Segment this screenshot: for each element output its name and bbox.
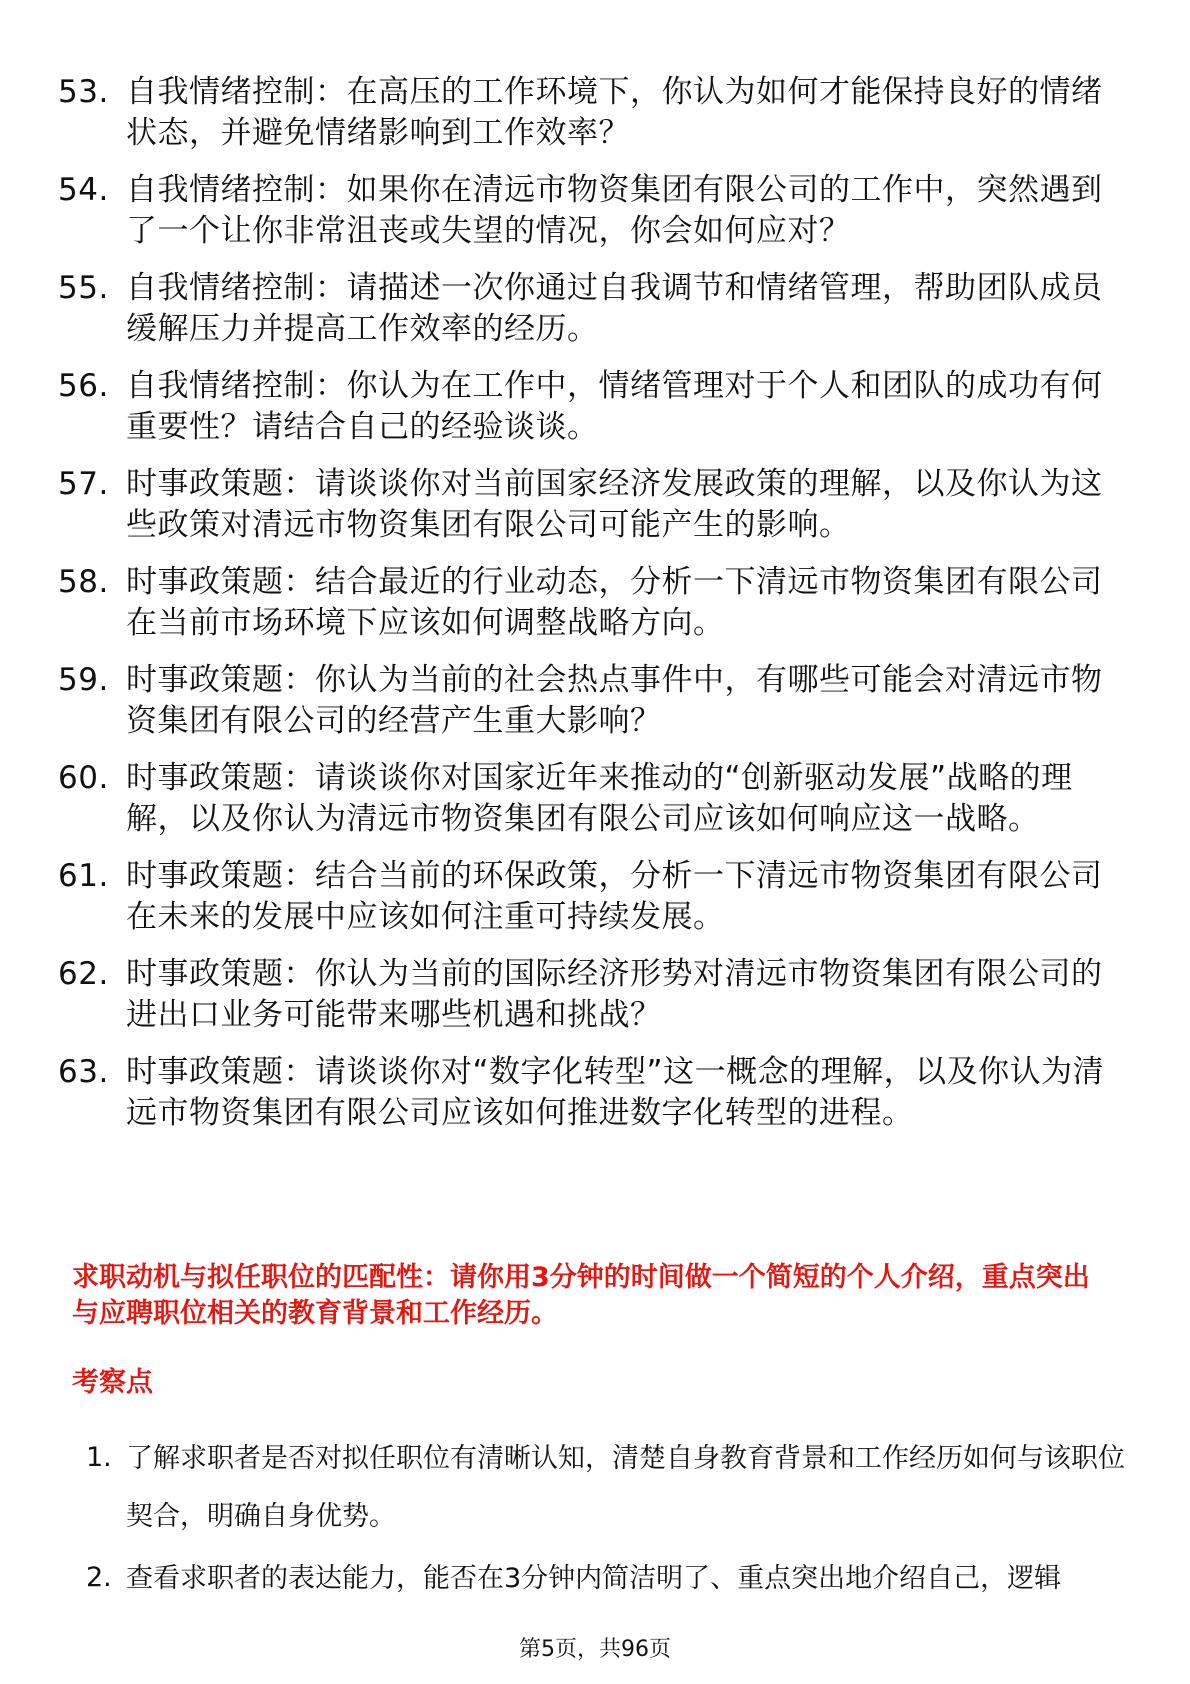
question-text: 时事政策题：请谈谈你对“数字化转型”这一概念的理解，以及你认为清远市物资集团有限公司应该如何推进数字化转型的进程。 (126, 1054, 1105, 1131)
list-item (58, 758, 1118, 840)
list-item (58, 1052, 1118, 1134)
question-number: 56. (58, 368, 109, 404)
question-text: 自我情绪控制：你认为在工作中，情绪管理对于个人和团队的成功有何重要性？请结合自己的经验谈谈。 (126, 368, 1103, 445)
list-item (58, 170, 1118, 252)
question-number: 57. (58, 466, 109, 502)
question-number: 58. (58, 564, 109, 600)
page-number: 第5页，共96页 (519, 1637, 671, 1662)
question-list (58, 72, 1118, 1150)
list-item (58, 856, 1118, 938)
point-number: 2. (86, 1562, 112, 1593)
question-number: 60. (58, 760, 109, 796)
question-text: 时事政策题：结合当前的环保政策，分析一下清远市物资集团有限公司在未来的发展中应该如何注重可持续发展。 (126, 858, 1103, 935)
list-item (58, 366, 1118, 448)
question-text: 时事政策题：结合最近的行业动态，分析一下清远市物资集团有限公司在当前市场环境下应该如何调整战略方向。 (126, 564, 1103, 641)
question-number: 55. (58, 270, 109, 306)
list-item (58, 660, 1118, 742)
question-text: 时事政策题：请谈谈你对当前国家经济发展政策的理解，以及你认为这些政策对清远市物资集团有限公司可能产生的影响。 (126, 466, 1103, 543)
assessment-point-list (86, 1430, 1126, 1612)
question-number: 63. (58, 1054, 109, 1090)
point-text: 查看求职者的表达能力，能否在3分钟内简洁明了、重点突出地介绍自己，逻辑 (126, 1563, 1062, 1594)
list-item (58, 268, 1118, 350)
question-number: 62. (58, 956, 109, 992)
list-item (58, 562, 1118, 644)
list-item (58, 72, 1118, 154)
question-text: 自我情绪控制：请描述一次你通过自我调节和情绪管理，帮助团队成员缓解压力并提高工作效率的经历。 (126, 270, 1103, 347)
question-text: 时事政策题：你认为当前的国际经济形势对清远市物资集团有限公司的进出口业务可能带来哪些机遇和挑战？ (126, 956, 1103, 1033)
question-text: 时事政策题：你认为当前的社会热点事件中，有哪些可能会对清远市物资集团有限公司的经营产生重大影响？ (126, 662, 1103, 739)
list-item (86, 1550, 1126, 1608)
question-text: 自我情绪控制：在高压的工作环境下，你认为如何才能保持良好的情绪状态，并避免情绪影响到工作效率？ (126, 74, 1103, 151)
list-item (58, 464, 1118, 546)
question-text: 自我情绪控制：如果你在清远市物资集团有限公司的工作中，突然遇到了一个让你非常沮丧或失望的情况，你会如何应对？ (126, 172, 1103, 249)
list-item (58, 954, 1118, 1036)
question-number: 53. (58, 74, 109, 110)
question-number: 54. (58, 172, 109, 208)
section-heading: 求职动机与拟任职位的匹配性：请你用3分钟的时间做一个简短的个人介绍，重点突出与应聘职位相关的教育背景和工作经历。 (72, 1262, 1090, 1329)
list-item (86, 1430, 1126, 1546)
question-number: 61. (58, 858, 109, 894)
point-number: 1. (86, 1442, 112, 1473)
question-number: 59. (58, 662, 109, 698)
question-text: 时事政策题：请谈谈你对国家近年来推动的“创新驱动发展”战略的理解，以及你认为清远市物资集团有限公司应该如何响应这一战略。 (126, 760, 1073, 837)
section-subheading: 考察点 (72, 1367, 153, 1398)
point-text: 了解求职者是否对拟任职位有清晰认知，清楚自身教育背景和工作经历如何与该职位契合，明确自身优势。 (126, 1443, 1125, 1532)
